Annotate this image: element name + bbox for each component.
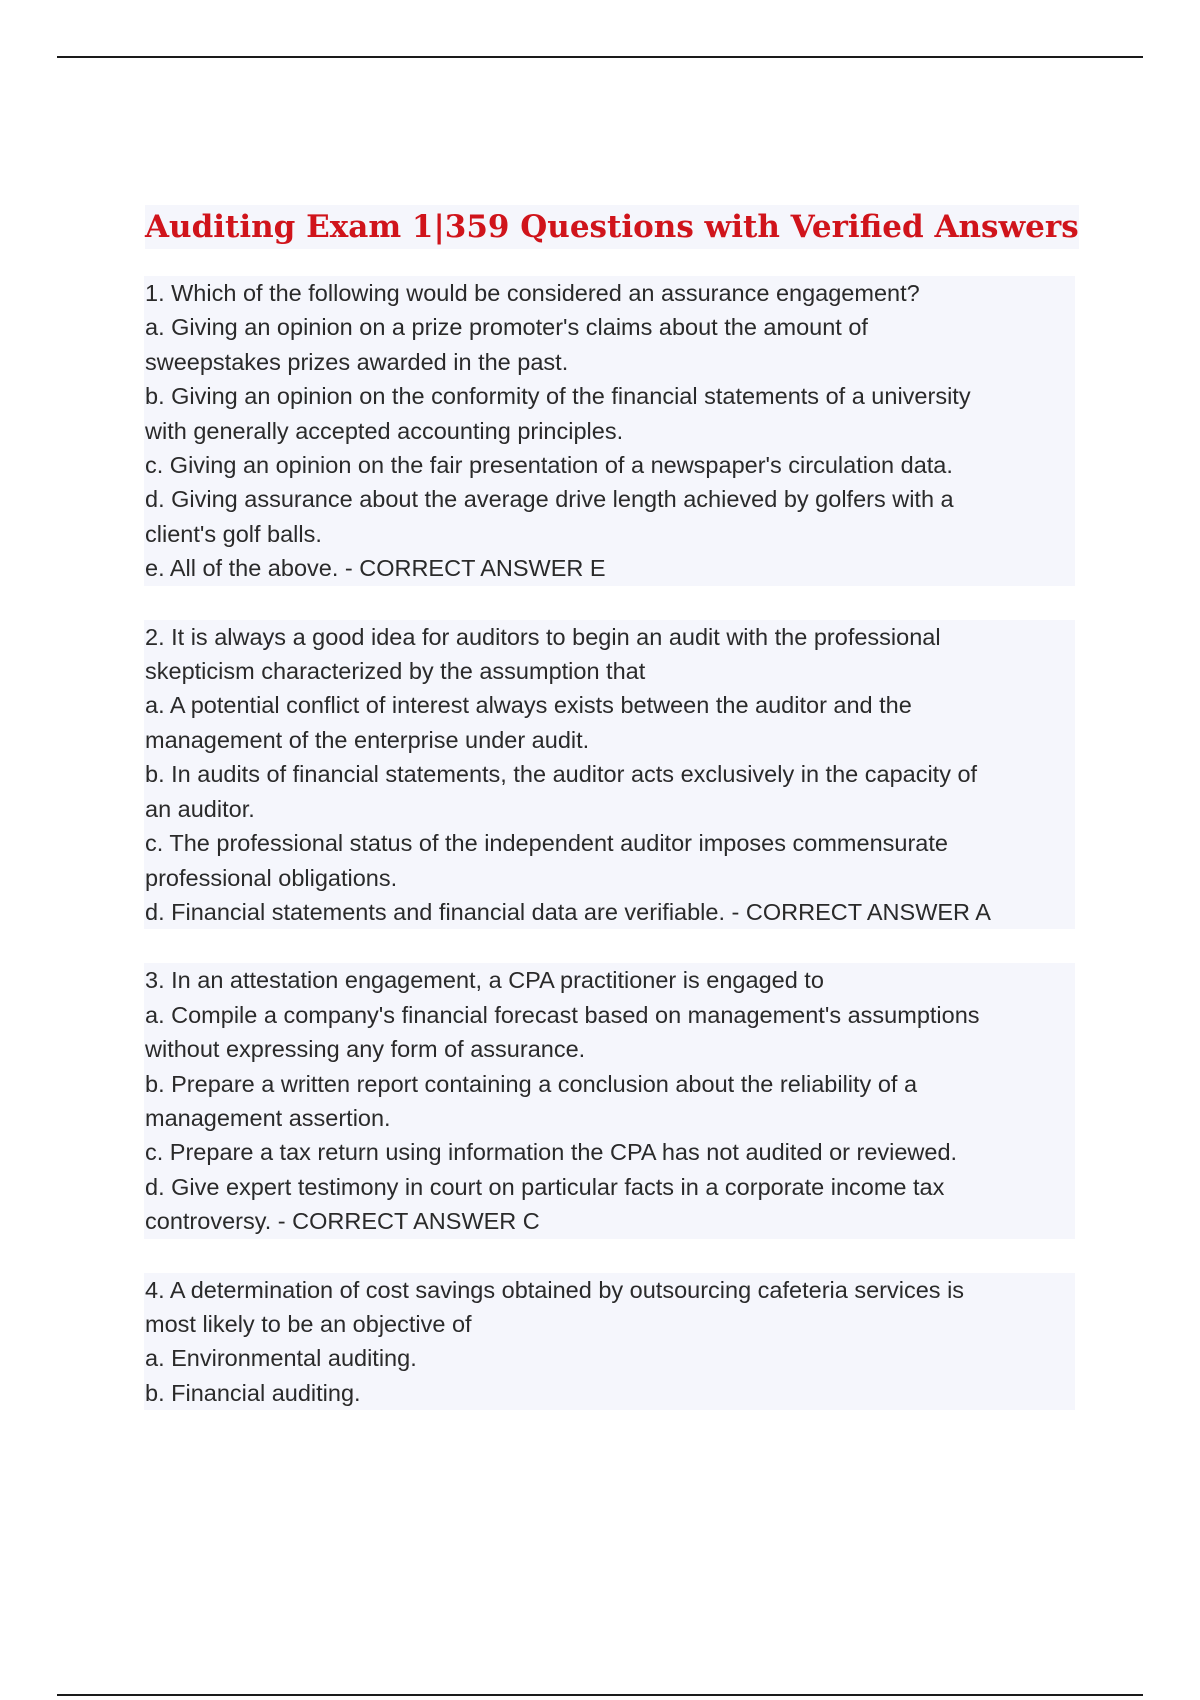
question-line: management of the enterprise under audit. [144,723,1075,757]
question-line: c. Giving an opinion on the fair presentation of a newspaper's circulation data. [144,448,1075,482]
document-title: Auditing Exam 1|359 Questions with Verified Answers [145,205,1079,249]
question-line: a. Giving an opinion on a prize promoter's claims about the amount of [144,310,1075,344]
question-line: d. Giving assurance about the average drive length achieved by golfers with a [144,482,1075,516]
question-line: a. Environmental auditing. [144,1341,1075,1375]
question-line: c. The professional status of the independent auditor imposes commensurate [144,826,1075,860]
question-line: b. Giving an opinion on the conformity of the financial statements of a university [144,379,1075,413]
question-line: e. All of the above. - CORRECT ANSWER E [144,551,1075,585]
question-1 [145,276,1075,586]
question-2 [145,620,1075,930]
document-body [145,205,1079,1444]
question-3 [145,963,1075,1238]
question-line: without expressing any form of assurance. [144,1032,1075,1066]
question-line: sweepstakes prizes awarded in the past. [144,345,1075,379]
question-line: a. A potential conflict of interest always exists between the auditor and the [144,688,1075,722]
question-line: a. Compile a company's financial forecast based on management's assumptions [144,998,1075,1032]
question-line: management assertion. [144,1101,1075,1135]
question-line: 2. It is always a good idea for auditors to begin an audit with the professional [144,620,1075,654]
bottom-rule [57,1694,1143,1696]
question-line: controversy. - CORRECT ANSWER C [144,1204,1075,1238]
question-line: d. Give expert testimony in court on particular facts in a corporate income tax [144,1170,1075,1204]
question-line: b. Financial auditing. [144,1376,1075,1410]
question-line: with generally accepted accounting principles. [144,414,1075,448]
question-line: 1. Which of the following would be considered an assurance engagement? [144,276,1075,310]
question-4 [145,1273,1075,1411]
question-line: b. Prepare a written report containing a conclusion about the reliability of a [144,1067,1075,1101]
question-line: most likely to be an objective of [144,1307,1075,1341]
question-line: b. In audits of financial statements, the auditor acts exclusively in the capacity of [144,757,1075,791]
question-line: client's golf balls. [144,517,1075,551]
question-line: professional obligations. [144,861,1075,895]
question-line: d. Financial statements and financial data are verifiable. - CORRECT ANSWER A [144,895,1075,929]
question-line: skepticism characterized by the assumption that [144,654,1075,688]
question-line: 4. A determination of cost savings obtained by outsourcing cafeteria services is [144,1273,1075,1307]
question-line: c. Prepare a tax return using information the CPA has not audited or reviewed. [144,1135,1075,1169]
question-line: 3. In an attestation engagement, a CPA practitioner is engaged to [144,963,1075,997]
top-rule [57,56,1143,58]
question-line: an auditor. [144,792,1075,826]
